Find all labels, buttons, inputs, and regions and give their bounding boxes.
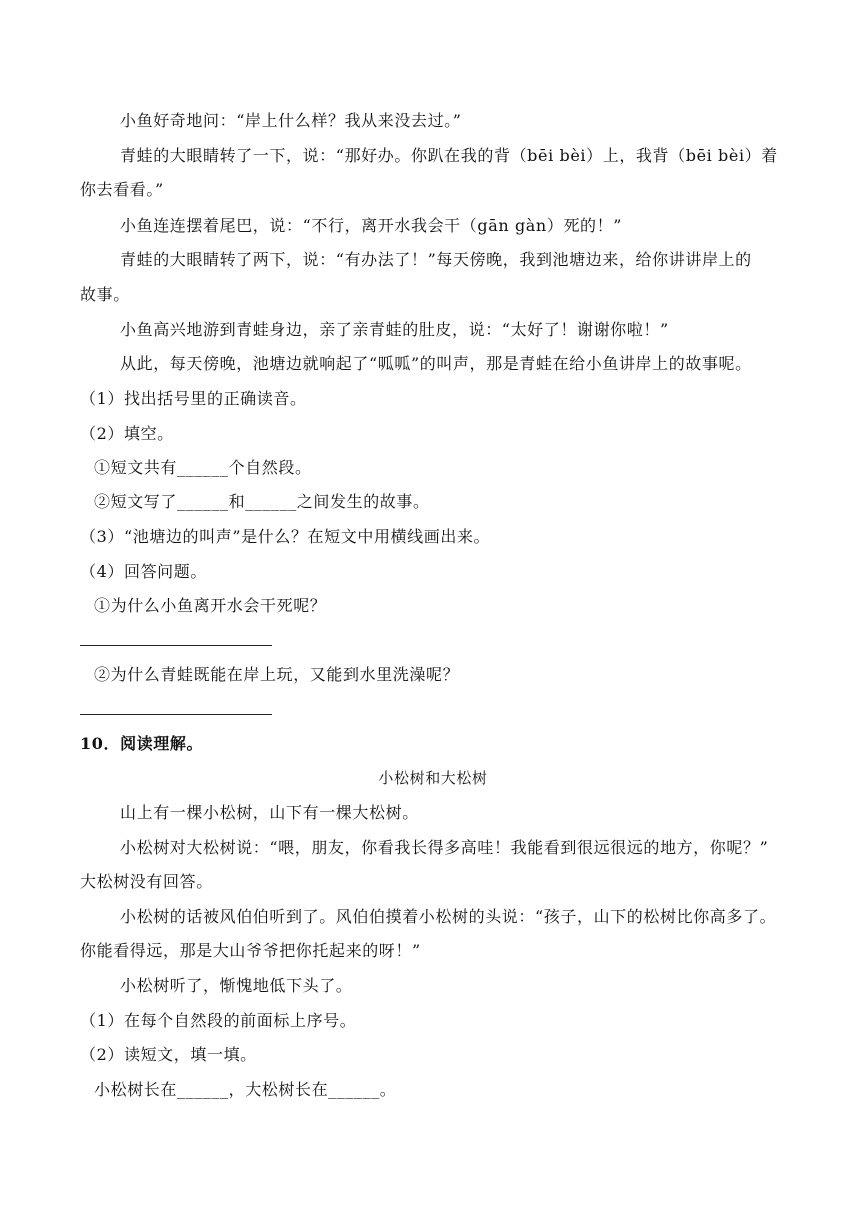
question-1: （1）找出括号里的正确读音。 xyxy=(80,389,307,408)
question-2: （2）填空。 xyxy=(80,424,174,443)
question-4: （4）回答问题。 xyxy=(80,562,207,581)
story-paragraph: 小鱼好奇地问：“岸上什么样？我从来没去过。” xyxy=(120,111,462,130)
section10-question-1: （1）在每个自然段的前面标上序号。 xyxy=(80,1011,357,1030)
passage-paragraph: 小松树对大松树说：“喂，朋友，你看我长得多高哇！我能看到很远很远的地方，你呢？” xyxy=(120,838,769,857)
answer-line[interactable] xyxy=(80,714,272,715)
story-paragraph: 青蛙的大眼睛转了两下，说：“有办法了！”每天傍晚，我到池塘边来，给你讲讲岸上的 xyxy=(120,250,752,269)
story-paragraph: 小鱼连连摆着尾巴，说：“不行，离开水我会干（gān gàn）死的！” xyxy=(120,216,623,235)
question-4-item-2: ②为什么青蛙既能在岸上玩，又能到水里洗澡呢？ xyxy=(94,665,460,684)
passage-paragraph: 小松树的话被风伯伯听到了。风伯伯摸着小松树的头说：“孩子，山下的松树比你高多了。 xyxy=(120,907,777,926)
question-4-item-1: ①为什么小鱼离开水会干死呢？ xyxy=(94,596,327,615)
question-2-item-2: ②短文写了______和______之间发生的故事。 xyxy=(94,492,430,511)
passage-paragraph: 小松树听了，惭愧地低下头了。 xyxy=(120,976,353,995)
question-3: （3）“池塘边的叫声”是什么？在短文中用横线画出来。 xyxy=(80,527,491,546)
story-paragraph: 小鱼高兴地游到青蛙身边，亲了亲青蛙的肚皮，说：“太好了！谢谢你啦！” xyxy=(120,320,669,339)
section-heading: 10．阅读理解。 xyxy=(80,734,204,753)
story-paragraph-continuation: 你去看看。” xyxy=(80,180,164,199)
passage-paragraph-continuation: 你能看得远，那是大山爷爷把你托起来的呀！” xyxy=(80,941,421,960)
passage-paragraph-continuation: 大松树没有回答。 xyxy=(80,872,213,891)
section10-question-2: （2）读短文，填一填。 xyxy=(80,1045,257,1064)
passage-title: 小松树和大松树 xyxy=(378,769,488,787)
story-paragraph: 青蛙的大眼睛转了一下，说：“那好办。你趴在我的背（bēi bèi）上，我背（bēi bèi）着 xyxy=(120,146,778,165)
story-paragraph: 从此，每天傍晚，池塘边就响起了“呱呱”的叫声，那是青蛙在给小鱼讲岸上的故事呢。 xyxy=(120,354,752,373)
question-2-item-1: ①短文共有______个自然段。 xyxy=(94,458,312,477)
story-paragraph-continuation: 故事。 xyxy=(80,285,130,304)
passage-paragraph: 山上有一棵小松树，山下有一棵大松树。 xyxy=(120,803,419,822)
answer-line[interactable] xyxy=(80,645,272,646)
section10-question-2-item: 小松树长在______，大松树长在______。 xyxy=(94,1080,397,1099)
